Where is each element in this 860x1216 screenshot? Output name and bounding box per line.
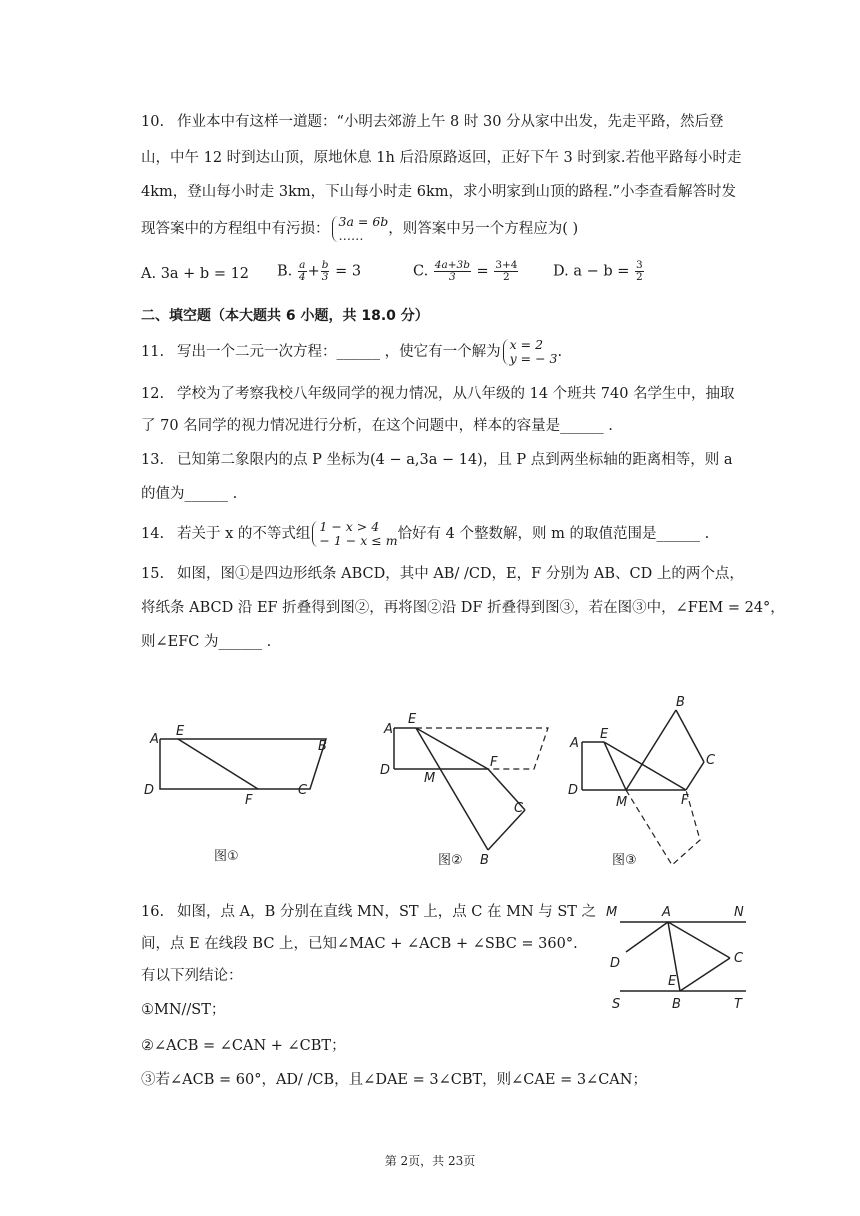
q16-conclusion-1: ①MN//ST； [141, 1002, 226, 1018]
svg-text:E: E [600, 727, 609, 742]
svg-text:D: D [610, 956, 621, 971]
q15-line2: 将纸条 ABCD 沿 EF 折叠得到图②，再将图②沿 DF 折叠得到图③，若在图③中，∠FEM = 24°， [141, 600, 785, 616]
svg-text:A: A [570, 736, 579, 751]
svg-text:B: B [318, 739, 327, 754]
q16-line1: 16. 如图，点 A，B 分别在直线 MN，ST 上，点 C 在 MN 与 ST 之 [141, 904, 597, 920]
q10-equation-system: 3a = 6b …… [330, 215, 389, 243]
svg-text:C: C [734, 951, 744, 966]
q10-line1: 10. 作业本中有这样一道题：“小明去郊游上午 8 时 30 分从家中出发，先走平路，然后登 [141, 114, 724, 130]
q10-option-d: D. a − b = $\frac{3}{2}$ [553, 259, 643, 283]
figure-3 [568, 695, 716, 868]
svg-text:D: D [568, 783, 579, 798]
q13-line2: 的值为______ . [141, 486, 238, 502]
q10-number: 10. [141, 114, 165, 130]
q10-options [141, 260, 701, 288]
q16-conclusion-2: ②∠ACB = ∠CAN + ∠CBT； [141, 1038, 346, 1054]
svg-text:B: B [676, 695, 685, 710]
figure-1-caption: 图① [214, 849, 239, 864]
q10-option-c: C. $\frac{4a+3b}{3}$ = $\frac{3+4}{2}$ [413, 259, 518, 283]
q13-line1: 13. 已知第二象限内的点 P 坐标为(4 − a,3a − 14)，且 P 点到两坐标轴的距离相等，则 a [141, 452, 733, 468]
svg-text:F: F [681, 793, 689, 808]
q16-line3: 有以下列结论： [141, 968, 243, 984]
q12-line2: 了 70 名同学的视力情况进行分析，在这个问题中，样本的容量是______ . [141, 418, 613, 434]
svg-text:N: N [734, 905, 744, 920]
q10-line3: 4km，登山每小时走 3km，下山每小时走 6km，求小明家到山顶的路程.”小李查看解答时发 [141, 184, 737, 200]
svg-text:T: T [734, 997, 742, 1012]
q10-option-b: B. $\frac{a}{4}$ + $\frac{b}{3}$ = 3 [277, 259, 362, 283]
svg-text:B: B [672, 997, 681, 1012]
q15-line1: 15. 如图，图①是四边形纸条 ABCD，其中 AB/ /CD，E，F 分别为 AB、CD 上的两个点， [141, 566, 744, 582]
page-footer: 第 2页，共 23页 [384, 1154, 476, 1168]
q11-equation-system: x = 2 y = − 3 [501, 338, 558, 366]
figure-2 [380, 712, 548, 868]
svg-text:C: C [706, 753, 716, 768]
svg-text:M: M [616, 795, 628, 810]
figure-3-caption: 图③ [612, 853, 637, 868]
svg-text:A: A [150, 732, 159, 747]
q14-inequality-system: 1 − x > 4 − 1 − x ≤ m [310, 520, 397, 548]
q15-figures [0, 690, 860, 880]
q14-line: 14. 若关于 x 的不等式组 1 − x > 4 − 1 − x ≤ m 恰好有 4 个整数解，则 m 的取值范围是______ . [141, 519, 710, 548]
svg-text:M: M [424, 771, 436, 786]
svg-text:M: M [606, 905, 618, 920]
svg-text:S: S [612, 997, 621, 1012]
q15-line3: 则∠EFC 为______ . [141, 634, 272, 650]
q12-line1: 12. 学校为了考察我校八年级同学的视力情况，从八年级的 14 个班共 740 名学生中，抽取 [141, 386, 735, 402]
svg-text:D: D [380, 763, 391, 778]
svg-text:C: C [298, 783, 308, 798]
q16-conclusion-3: ③若∠ACB = 60°，AD/ /CB，且∠DAE = 3∠CBT，则∠CAE = 3∠CAN； [141, 1072, 647, 1088]
svg-text:D: D [144, 783, 155, 798]
svg-text:A: A [384, 722, 393, 737]
svg-text:F: F [490, 755, 498, 770]
section-heading: 二、填空题（本大题共 6 小题，共 18.0 分） [141, 308, 429, 324]
q16-figure [600, 896, 760, 1016]
svg-text:E: E [408, 712, 417, 727]
svg-text:C: C [514, 801, 524, 816]
svg-text:E: E [668, 974, 677, 989]
figure-2-caption: 图② [438, 853, 463, 868]
figure-1 [144, 724, 327, 864]
q10-line4: 现答案中的方程组中有污损： 3a = 6b …… ，则答案中另一个方程应为( ) [141, 214, 579, 243]
svg-text:A: A [662, 905, 671, 920]
svg-text:E: E [176, 724, 185, 739]
svg-text:F: F [245, 793, 253, 808]
q10-option-a: A. 3a + b = 12 [141, 266, 250, 282]
q11-line: 11. 写出一个二元一次方程：______ ，使它有一个解为 x = 2 y = − 3 . [141, 337, 563, 366]
svg-text:B: B [480, 853, 489, 868]
q16-line2: 间，点 E 在线段 BC 上，已知∠MAC + ∠ACB + ∠SBC = 360°. [141, 936, 578, 952]
q10-line2: 山，中午 12 时到达山顶，原地休息 1h 后沿原路返回，正好下午 3 时到家.若他平路每小时走 [141, 150, 742, 166]
